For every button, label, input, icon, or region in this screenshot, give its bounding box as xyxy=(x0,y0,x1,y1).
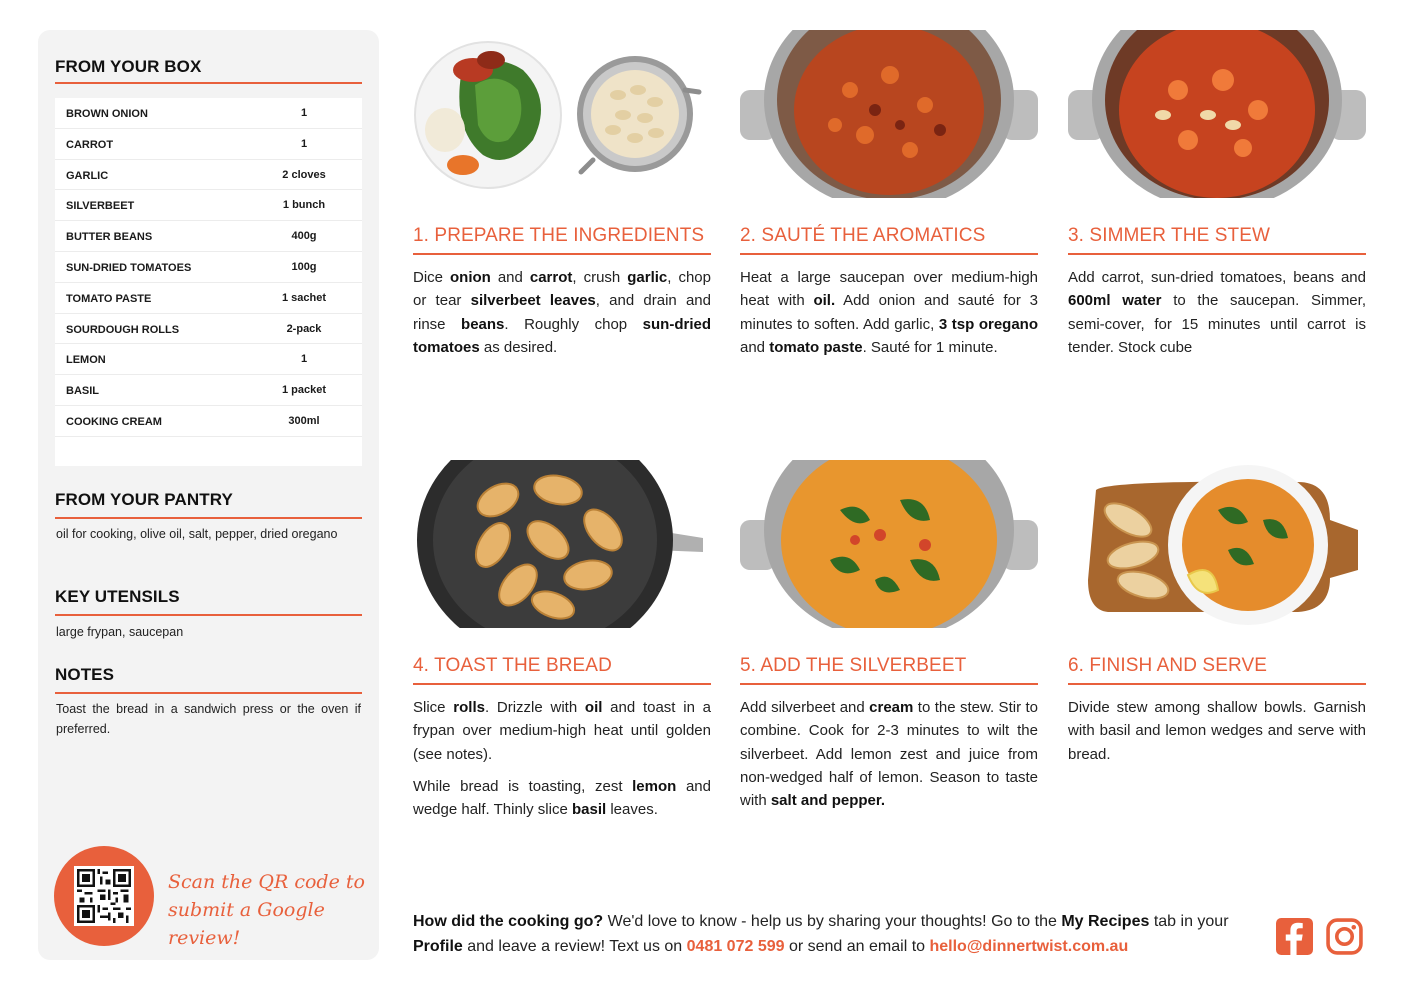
box-title-rule xyxy=(55,82,362,84)
box-ingredient-row xyxy=(55,406,362,437)
email-link[interactable]: hello@dinnertwist.com.au xyxy=(929,938,1129,955)
box-ingredient-qty: 1 xyxy=(300,137,308,150)
box-ingredient-row xyxy=(55,314,362,345)
box-ingredient-qty: 2 cloves xyxy=(282,168,326,181)
utensils-title: KEY UTENSILS xyxy=(55,587,180,606)
step-paragraph xyxy=(1068,696,1366,766)
box-ingredient-qty: 300ml xyxy=(288,414,320,427)
step-6-body xyxy=(1068,696,1366,766)
instruction-text: Add silverbeet and xyxy=(740,699,870,716)
footer-emphasis: Profile xyxy=(413,938,463,955)
box-ingredient-row xyxy=(55,98,362,129)
instruction-text: . Roughly chop xyxy=(504,315,643,333)
step-1-title: 1. PREPARE THE INGREDIENTS xyxy=(413,225,705,246)
notes-title-rule xyxy=(55,692,362,694)
ingredient-highlight: carrot xyxy=(529,269,573,286)
box-ingredient-name: COOKING CREAM xyxy=(66,415,162,428)
qr-code-icon[interactable] xyxy=(74,866,134,926)
facebook-icon[interactable] xyxy=(1276,918,1313,955)
box-ingredient-qty: 1 sachet xyxy=(281,291,327,304)
qr-badge xyxy=(54,846,154,946)
ingredient-highlight: salt and pepper. xyxy=(770,792,886,810)
box-ingredient-name: GARLIC xyxy=(66,169,109,182)
step-2-photo-saucepan-aromatics xyxy=(740,30,1038,198)
pantry-title-rule xyxy=(55,517,362,519)
step-3-title: 3. SIMMER THE STEW xyxy=(1068,225,1271,246)
utensils-text: large frypan, saucepan xyxy=(56,625,184,639)
step-5-rule xyxy=(740,683,1038,685)
step-1-photo-ingredients xyxy=(413,30,711,198)
ingredient-highlight: silverbeet leaves xyxy=(470,292,596,310)
instruction-text: , and drain and rinse xyxy=(413,292,711,333)
box-ingredient-name: SOURDOUGH ROLLS xyxy=(66,323,180,336)
step-3-rule xyxy=(1068,253,1366,255)
box-ingredient-qty: 400g xyxy=(291,230,317,243)
step-6-photo-served-bowl xyxy=(1068,460,1366,628)
box-ingredient-name: BROWN ONION xyxy=(66,108,148,120)
instruction-text: , chop or tear xyxy=(413,269,711,310)
instruction-text: and xyxy=(490,269,530,286)
step-paragraph xyxy=(413,775,711,822)
ingredient-highlight: sun-dried tomatoes xyxy=(413,315,711,356)
instruction-text: Add onion and sauté for 3 minutes to soften. Add garlic, xyxy=(740,292,1038,333)
instruction-text: Add carrot, sun-dried tomatoes, beans and xyxy=(1068,269,1366,286)
box-ingredient-row xyxy=(55,129,362,160)
ingredient-highlight: oil xyxy=(584,699,603,716)
box-ingredient-row xyxy=(55,375,362,406)
instruction-text: While bread is toasting, zest xyxy=(413,777,633,795)
instruction-text: and xyxy=(740,338,770,356)
instruction-text: . Sauté for 1 minute. xyxy=(862,338,998,356)
instruction-text: to the saucepan. Simmer, semi-cover, for 15 minutes until carrot is tender. Stock cube xyxy=(1068,292,1366,356)
ingredient-highlight: oil. xyxy=(813,292,836,310)
step-paragraph xyxy=(740,696,1038,812)
ingredient-highlight: beans xyxy=(461,315,505,333)
ingredient-highlight: cream xyxy=(869,699,914,716)
step-paragraph xyxy=(740,266,1038,359)
box-ingredient-qty: 1 packet xyxy=(281,384,327,397)
ingredient-highlight: rolls xyxy=(453,699,485,716)
step-4-photo-toasted-bread xyxy=(413,460,711,628)
box-ingredient-qty: 1 xyxy=(300,107,308,119)
ingredient-highlight: lemon xyxy=(632,777,677,795)
box-ingredient-row xyxy=(55,283,362,314)
qr-caption-line-1: Scan the QR code to xyxy=(168,871,365,893)
footer-text: tab in your xyxy=(1149,913,1229,930)
step-5-body xyxy=(740,696,1038,812)
notes-text: Toast the bread in a sandwich press or the oven if preferred. xyxy=(56,702,361,736)
qr-caption-line-2: submit a Google review! xyxy=(168,899,325,949)
instruction-text: . Drizzle with xyxy=(484,699,585,716)
instruction-text: and toast in a frypan over medium-high heat until golden (see notes). xyxy=(413,699,712,763)
step-4-rule xyxy=(413,683,711,685)
box-ingredient-qty: 100g xyxy=(291,260,317,273)
box-ingredient-name: SUN-DRIED TOMATOES xyxy=(66,261,192,274)
instruction-text: Divide stew among shallow bowls. Garnish with basil and lemon wedges and serve with bread. xyxy=(1068,699,1366,763)
box-ingredient-name: BASIL xyxy=(66,385,99,398)
phone-link[interactable]: 0481 072 599 xyxy=(686,938,785,955)
box-ingredient-qty: 1 bunch xyxy=(282,199,326,212)
ingredient-highlight: onion xyxy=(450,269,491,286)
box-ingredient-row xyxy=(55,344,362,375)
step-3-photo-simmering-stew xyxy=(1068,30,1366,198)
step-5-photo-stew-with-silverbeet xyxy=(740,460,1038,628)
footer-emphasis: My Recipes xyxy=(1061,913,1150,930)
utensils-title-rule xyxy=(55,614,362,616)
instagram-icon[interactable] xyxy=(1326,918,1363,955)
box-ingredient-name: LEMON xyxy=(66,354,106,367)
qr-caption xyxy=(168,868,368,952)
box-ingredient-name: CARROT xyxy=(66,138,114,151)
step-1-body xyxy=(413,266,711,359)
step-5-title: 5. ADD THE SILVERBEET xyxy=(740,655,967,676)
ingredient-highlight: basil xyxy=(571,801,607,819)
box-ingredient-row xyxy=(55,190,362,221)
instruction-text: leaves. xyxy=(606,801,658,819)
instruction-text: and wedge half. Thinly slice xyxy=(413,777,711,819)
footer-emphasis: How did the cooking go? xyxy=(413,913,604,930)
step-6-title: 6. FINISH AND SERVE xyxy=(1068,655,1267,676)
box-ingredient-row xyxy=(55,252,362,283)
step-paragraph xyxy=(1068,266,1366,359)
box-ingredient-qty: 2-pack xyxy=(286,322,322,335)
instruction-text: , crush xyxy=(572,269,628,286)
box-ingredient-name: SILVERBEET xyxy=(66,200,135,213)
box-ingredient-row xyxy=(55,160,362,191)
ingredient-highlight: 600ml water xyxy=(1068,292,1162,310)
step-3-body xyxy=(1068,266,1366,359)
instruction-text: as desired. xyxy=(479,338,558,356)
instruction-text: Dice xyxy=(413,269,451,286)
step-2-body xyxy=(740,266,1038,359)
box-ingredient-name: TOMATO PASTE xyxy=(66,292,152,305)
instruction-text: Heat a large saucepan over medium-high heat with xyxy=(740,269,1038,310)
pantry-title: FROM YOUR PANTRY xyxy=(55,490,233,509)
box-title: FROM YOUR BOX xyxy=(55,57,202,76)
footer-text: We'd love to know - help us by sharing your thoughts! Go to the xyxy=(603,913,1062,930)
box-ingredients-table xyxy=(55,98,362,466)
ingredients-sidebar xyxy=(38,30,379,960)
ingredient-highlight: garlic xyxy=(627,269,668,286)
notes-title: NOTES xyxy=(55,665,115,684)
box-ingredient-name: BUTTER BEANS xyxy=(66,231,153,244)
instruction-text: to the stew. Stir to combine. Cook for 2-3 minutes to wilt the silverbeet. Add lemon zest and juice from non-wedged half of lemon. Season to taste with xyxy=(740,699,1038,810)
box-ingredient-row xyxy=(55,221,362,252)
step-paragraph xyxy=(413,266,711,359)
footer-text: and leave a review! Text us on xyxy=(462,938,687,955)
step-6-rule xyxy=(1068,683,1366,685)
step-2-rule xyxy=(740,253,1038,255)
step-2-title: 2. SAUTÉ THE AROMATICS xyxy=(740,225,986,246)
feedback-message xyxy=(413,909,1263,959)
footer-text: or send an email to xyxy=(784,938,930,955)
step-4-body xyxy=(413,696,711,821)
step-paragraph xyxy=(413,696,711,766)
ingredient-highlight: tomato paste xyxy=(769,338,863,356)
pantry-text: oil for cooking, olive oil, salt, pepper, dried oregano xyxy=(56,527,338,541)
box-ingredient-qty: 1 xyxy=(300,353,308,366)
ingredient-highlight: 3 tsp oregano xyxy=(938,315,1038,333)
instruction-text: Slice xyxy=(413,699,454,716)
step-4-title: 4. TOAST THE BREAD xyxy=(413,655,612,676)
step-1-rule xyxy=(413,253,711,255)
